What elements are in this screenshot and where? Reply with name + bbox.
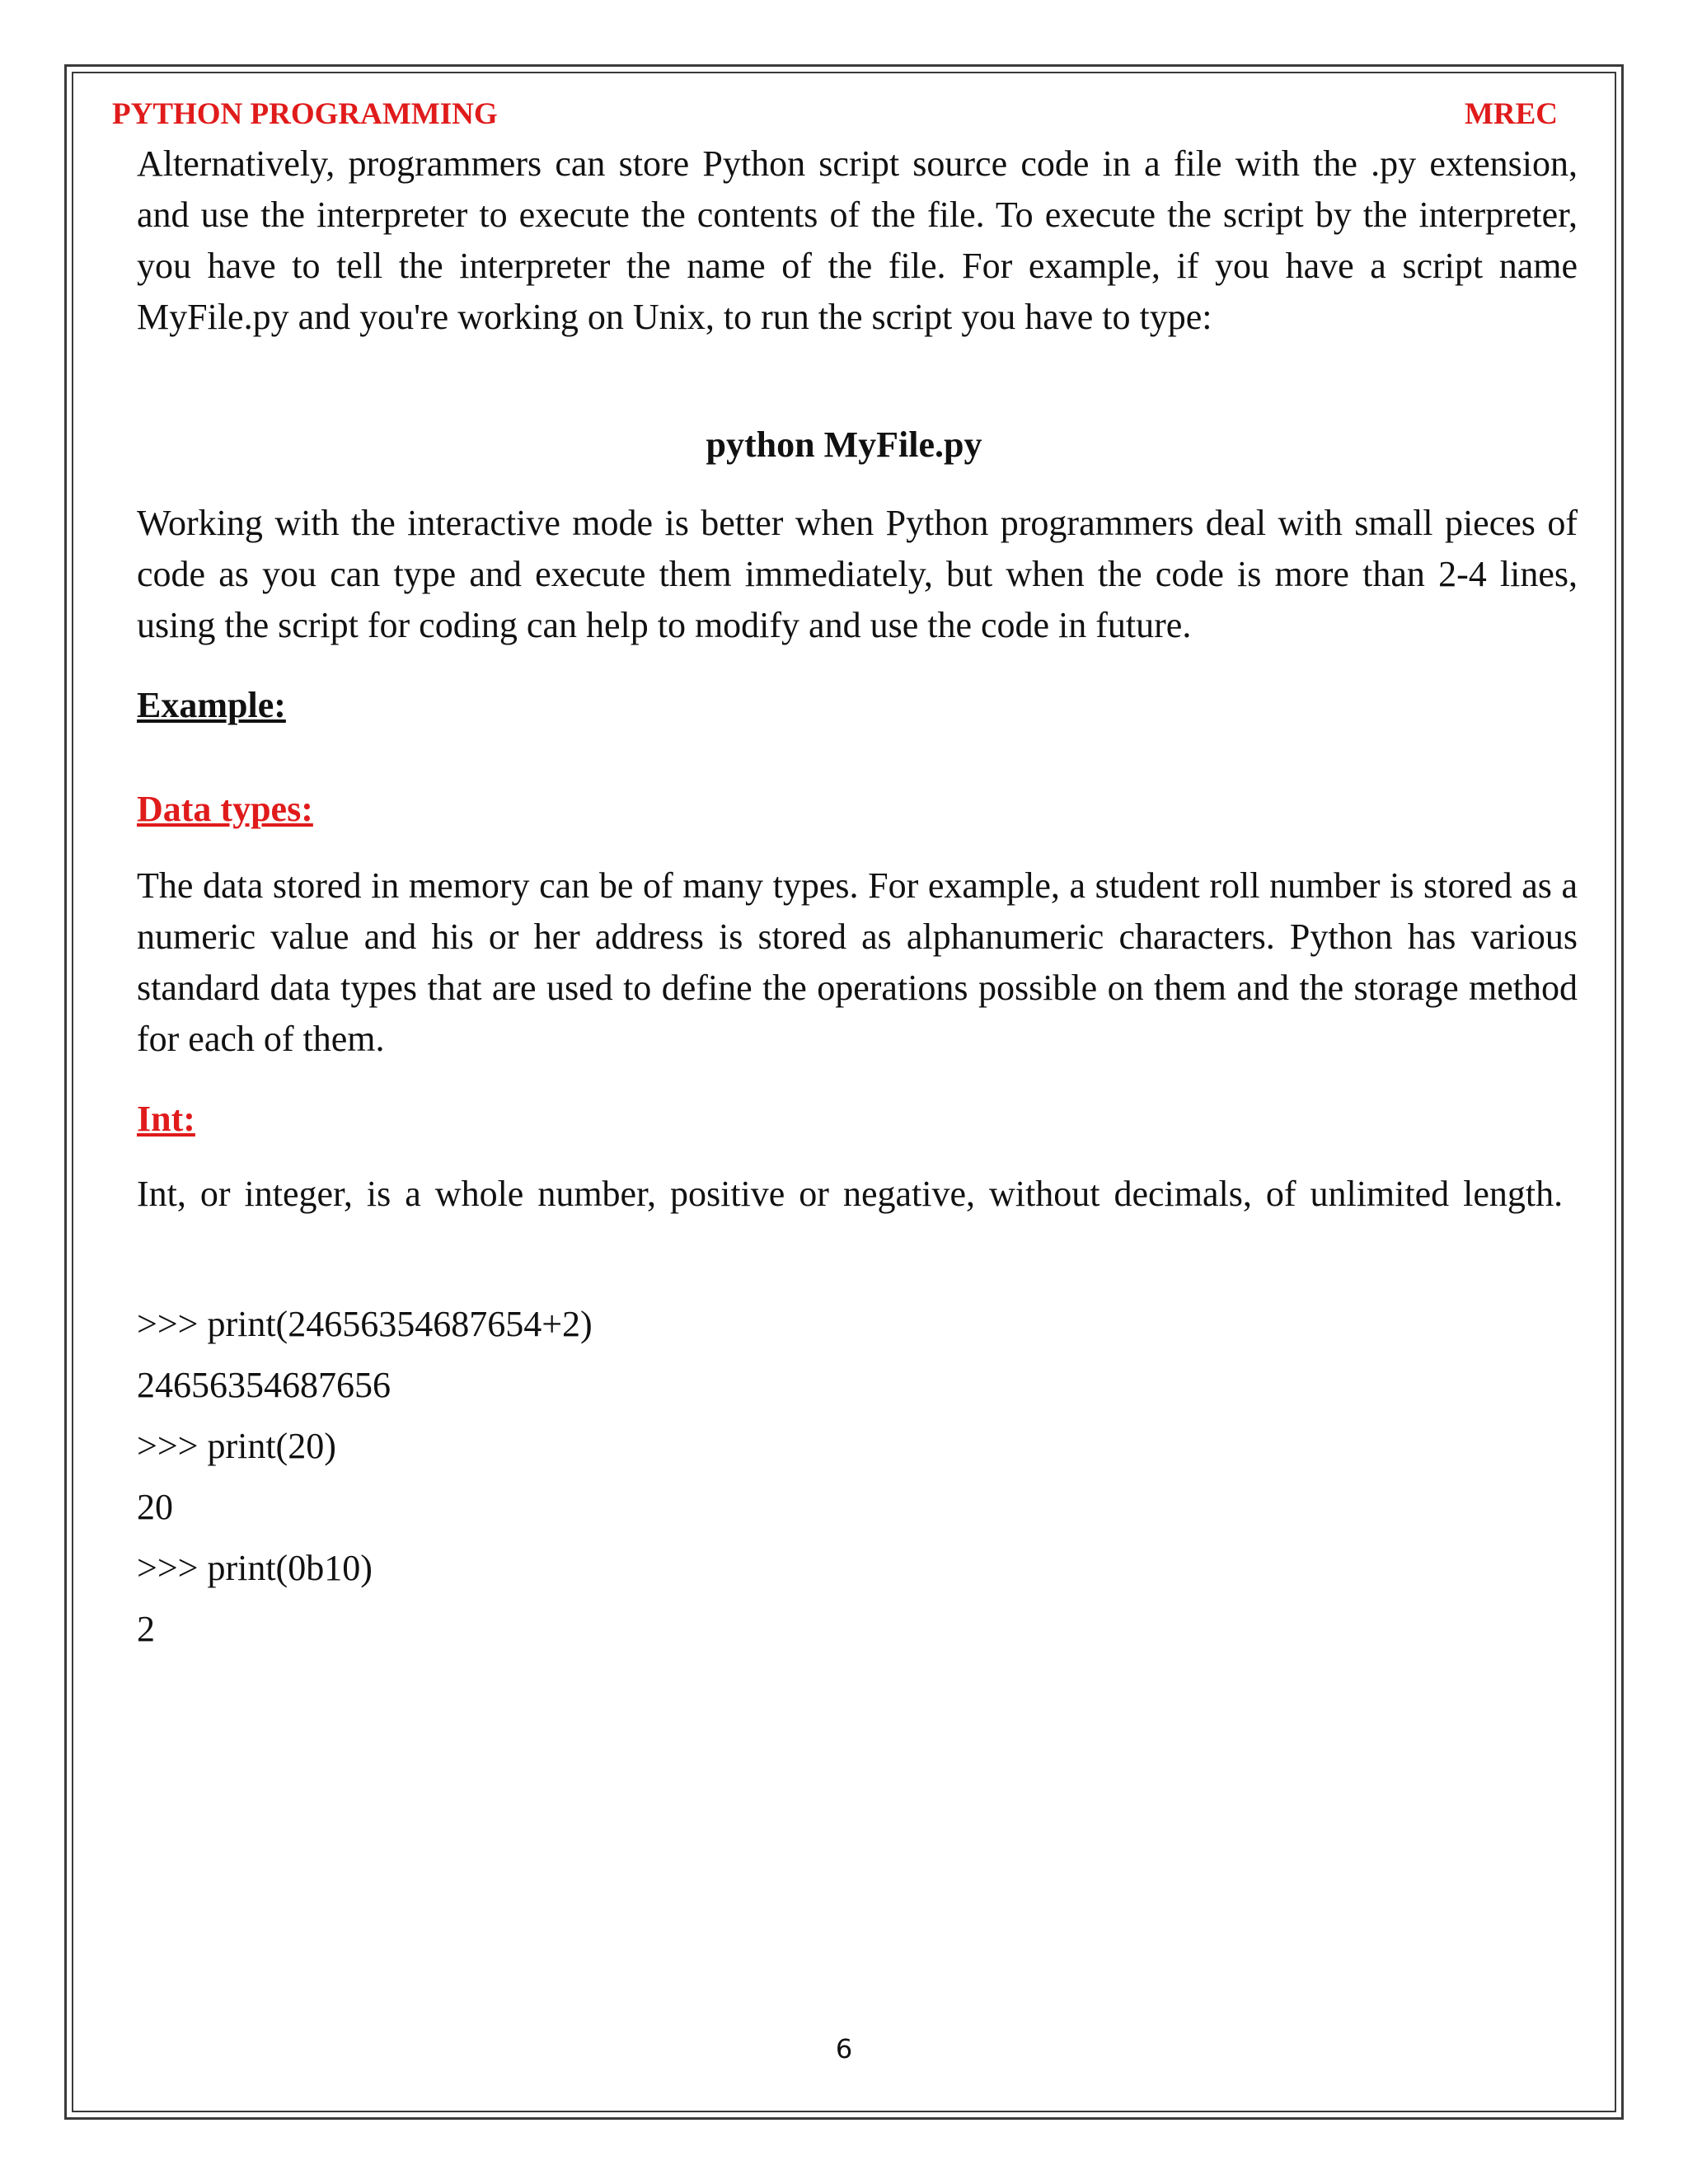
code-output: 24656354687656 [137, 1365, 391, 1405]
code-output: 2 [137, 1609, 155, 1649]
intro-paragraph: Alternatively, programmers can store Python script source code in a file with the .py extension, and use the interpreter to execute the contents of the file. To execute the script by the interpreter, you have to tell the interpreter the name of the file. For example, if you have a script name MyFile.py and you're working on Unix, to run the script you have to type: [137, 143, 1578, 337]
code-line: >>> print(20) [137, 1426, 336, 1466]
command-example: python MyFile.py [706, 424, 982, 465]
page-border-inner [72, 72, 1616, 2112]
page-number: 6 [835, 2033, 853, 2064]
code-line: >>> print(0b10) [137, 1548, 373, 1588]
header-institution: MREC [1464, 97, 1558, 131]
example-heading: Example: [137, 685, 286, 725]
int-description: Int, or integer, is a whole number, positive or negative, without decimals, of unlimited length. [137, 1174, 1564, 1214]
data-types-paragraph: The data stored in memory can be of many types. For example, a student roll number is stored as a numeric value and his or her address is stored as alphanumeric characters. Python has various standard data types that are used to define the operations possible on them and the storage method for each of them. [137, 865, 1578, 1059]
header-course-title: PYTHON PROGRAMMING [112, 97, 498, 131]
code-output: 20 [137, 1487, 173, 1527]
int-heading: Int: [137, 1099, 195, 1139]
code-line: >>> print(24656354687654+2) [137, 1304, 593, 1344]
interactive-mode-paragraph: Working with the interactive mode is better when Python programmers deal with small pieces of code as you can type and execute them immediately, but when the code is more than 2-4 lines, using the script for coding can help to modify and use the code in future. [137, 503, 1578, 645]
data-types-heading: Data types: [137, 789, 313, 829]
